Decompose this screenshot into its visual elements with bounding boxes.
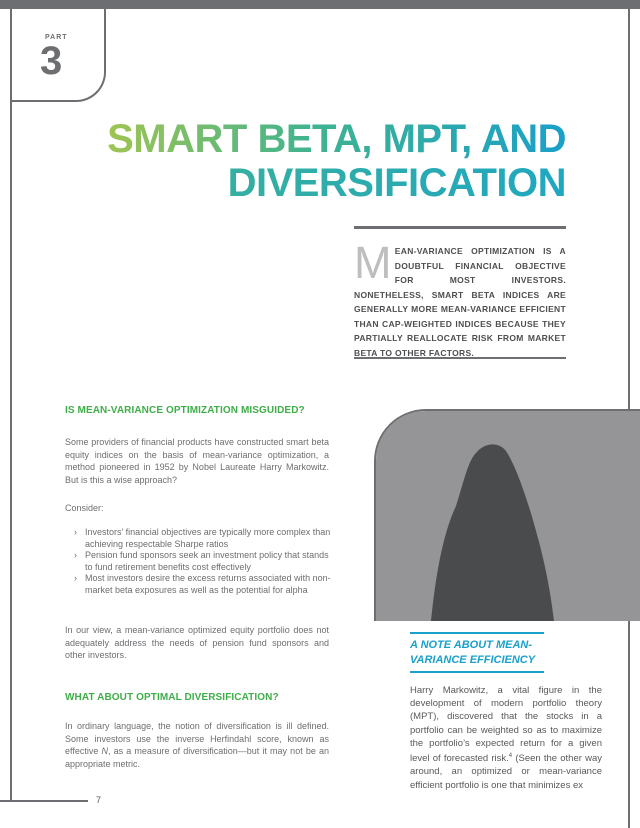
section-heading-diversification: WHAT ABOUT OPTIMAL DIVERSIFICATION? bbox=[65, 692, 279, 703]
pull-quote bbox=[354, 237, 566, 360]
list-item bbox=[74, 527, 336, 550]
page-title-line-1: SMART BETA, MPT, AND bbox=[60, 117, 566, 161]
sidebar-text-end: (Seen the other way around, an optimized or mean-variance efficient portfolio is one that minimizes ex bbox=[410, 753, 602, 791]
photo-frame bbox=[374, 409, 640, 621]
sidebar-top-rule bbox=[410, 632, 544, 634]
page-title bbox=[60, 117, 566, 205]
pull-quote-top-rule bbox=[354, 226, 566, 229]
sidebar-text bbox=[410, 684, 602, 792]
part-number: 3 bbox=[40, 39, 63, 83]
list-item bbox=[74, 550, 336, 573]
pull-quote-bottom-rule bbox=[354, 357, 566, 359]
part-label: PART bbox=[45, 34, 68, 41]
section-paragraph-diversification bbox=[65, 720, 329, 770]
pull-quote-dropcap: M bbox=[354, 237, 392, 288]
left-frame-rule bbox=[10, 0, 12, 800]
paragraph-text-end: , as a measure of diversification—but it may not be an appropriate metric. bbox=[65, 746, 329, 769]
bullet-text: Most investors desire the excess returns associated with non-market beta exposures as well as the potential for alpha bbox=[85, 573, 331, 595]
sidebar-heading: A NOTE ABOUT MEAN-VARIANCE EFFICIENCY bbox=[410, 639, 536, 666]
list-item bbox=[74, 573, 336, 596]
sidebar-bottom-rule bbox=[410, 671, 544, 673]
bullet-list bbox=[74, 527, 336, 596]
pull-quote-text: EAN-VARIANCE OPTIMIZATION IS A DOUBTFUL FINANCIAL OBJECTIVE FOR MOST INVESTORS. NONETHELESS, SMART BETA INDICES ARE GENERALLY MORE MEAN-VARIANCE EFFICIENT THAN CAP-WEIGHTED INDICES BECAUSE THEY PARTIALLY REALLOCATE RISK FROM MARKET BETA TO OTHER FACTORS. bbox=[354, 246, 566, 358]
bullet-marker: › bbox=[74, 573, 77, 583]
bullet-text: Investors’ financial objectives are typically more complex than achieving respectable Sharpe ratios bbox=[85, 527, 331, 549]
paragraph-text-start: In ordinary language, the notion of diversification is ill defined. Some investors use the inverse Herfindahl score, known as effective bbox=[65, 721, 329, 756]
bullet-marker: › bbox=[74, 550, 77, 560]
section-paragraph-mvo: Some providers of financial products have constructed smart beta equity indices on the basis of mean-variance optimization, a method pioneered in 1952 by Nobel Laureate Harry Markowitz. But is this a wise approach? bbox=[65, 437, 329, 485]
building-photo bbox=[376, 411, 640, 621]
page-title-line-2: DIVERSIFICATION bbox=[60, 161, 566, 205]
consider-label: Consider: bbox=[65, 503, 104, 513]
bullet-marker: › bbox=[74, 527, 77, 537]
bottom-rule bbox=[0, 800, 88, 802]
footnote-ref[interactable]: 4 bbox=[508, 753, 513, 760]
conclusion-paragraph: In our view, a mean-variance optimized equity portfolio does not adequately address the needs of pension fund sponsors and other investors. bbox=[65, 625, 329, 660]
bullet-text: Pension fund sponsors seek an investment policy that stands to fund retirement benefits cost effectively bbox=[85, 550, 329, 572]
sidebar-text-start: Harry Markowitz, a vital figure in the development of modern portfolio theory (MPT), discovered that the stocks in a portfolio can be weighted so as to maximize the portfolio’s expected return for a given level of forecasted risk. bbox=[410, 685, 602, 765]
page-number: 7 bbox=[96, 795, 102, 805]
section-heading-mvo: IS MEAN-VARIANCE OPTIMIZATION MISGUIDED? bbox=[65, 405, 305, 416]
effective-n-variable: N bbox=[101, 746, 108, 756]
